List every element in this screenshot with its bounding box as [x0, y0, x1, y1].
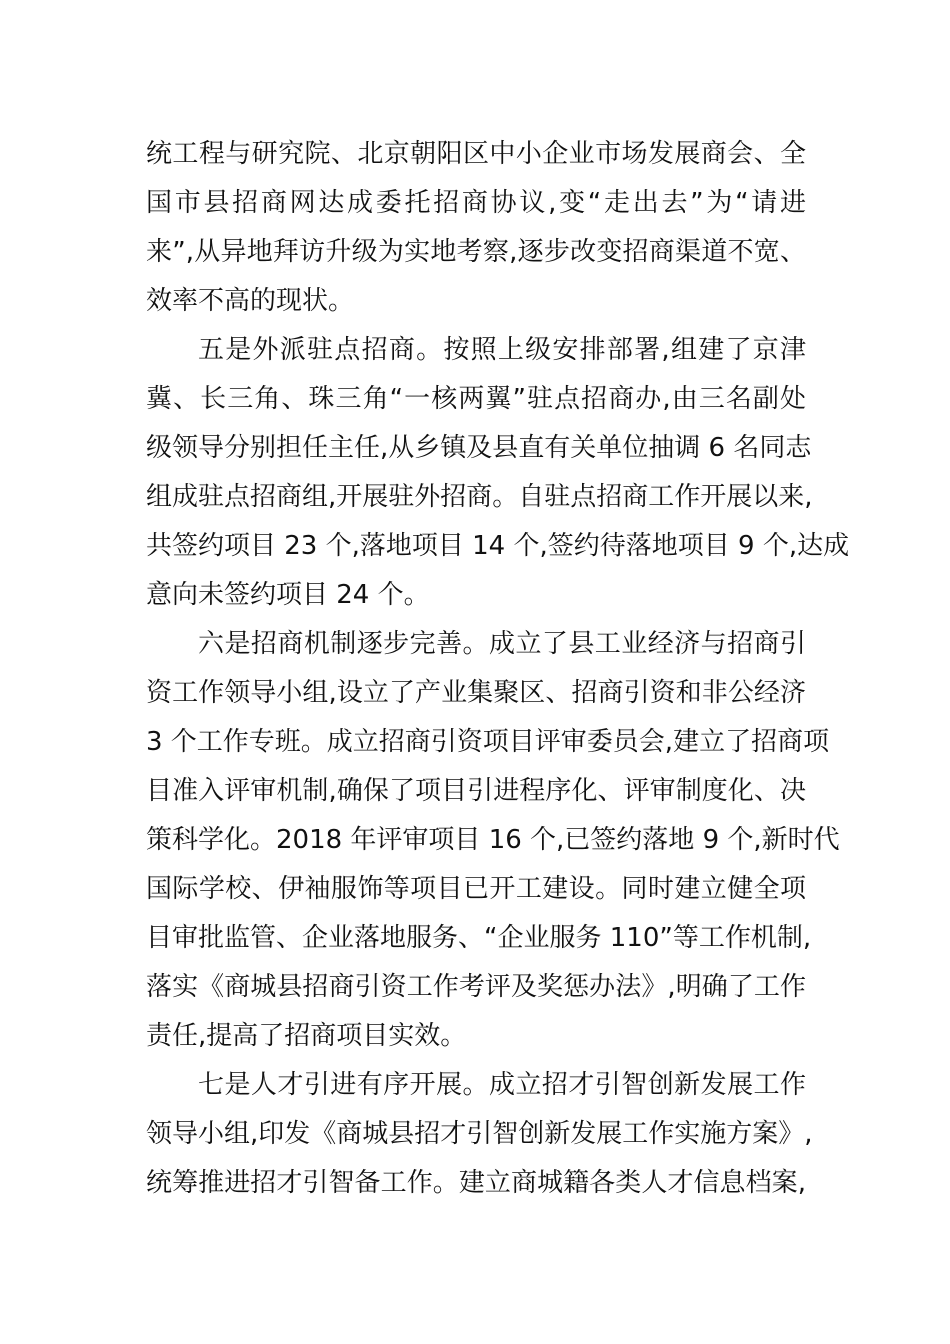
text-line: 共签约项目 23 个,落地项目 14 个,签约待落地项目 9 个,达成	[146, 531, 850, 561]
paragraph-seven-first-line: 七是人才引进有序开展。成立招才引智创新发展工作	[198, 1070, 806, 1100]
paragraph-five-first-line: 五是外派驻点招商。按照上级安排部署,组建了京津	[198, 335, 806, 365]
text-line: 落实《商城县招商引资工作考评及奖惩办法》,明确了工作	[146, 972, 806, 1002]
text-line: 组成驻点招商组,开展驻外招商。自驻点招商工作开展以来,	[146, 482, 813, 512]
text-line: 目准入评审机制,确保了项目引进程序化、评审制度化、决	[146, 776, 806, 806]
text-line: 意向未签约项目 24 个。	[146, 580, 430, 610]
document-body	[146, 130, 850, 1208]
text-line: 责任,提高了招商项目实效。	[146, 1021, 467, 1051]
text-line: 效率不高的现状。	[146, 286, 355, 316]
text-line: 级领导分别担任主任,从乡镇及县直有关单位抽调 6 名同志	[146, 433, 812, 463]
text-line: 资工作领导小组,设立了产业集聚区、招商引资和非公经济	[146, 678, 806, 708]
text-line: 领导小组,印发《商城县招才引智创新发展工作实施方案》,	[146, 1119, 813, 1149]
text-line: 统筹推进招才引智备工作。建立商城籍各类人才信息档案,	[146, 1168, 806, 1198]
text-line: 3 个工作专班。成立招商引资项目评审委员会,建立了招商项	[146, 727, 830, 757]
text-line: 策科学化。2018 年评审项目 16 个,已签约落地 9 个,新时代	[146, 825, 840, 855]
text-line: 目审批监管、企业落地服务、“企业服务 110”等工作机制,	[146, 923, 812, 953]
text-line: 统工程与研究院、北京朝阳区中小企业市场发展商会、全	[146, 139, 806, 169]
text-line: 来”,从异地拜访升级为实地考察,逐步改变招商渠道不宽、	[146, 237, 806, 267]
paragraph-six-first-line: 六是招商机制逐步完善。成立了县工业经济与招商引	[198, 629, 806, 659]
text-line: 国际学校、伊袖服饰等项目已开工建设。同时建立健全项	[146, 874, 806, 904]
text-line: 国市县招商网达成委托招商协议,变“走出去”为“请进	[146, 188, 806, 218]
text-line: 冀、长三角、珠三角“一核两翼”驻点招商办,由三名副处	[146, 384, 806, 414]
